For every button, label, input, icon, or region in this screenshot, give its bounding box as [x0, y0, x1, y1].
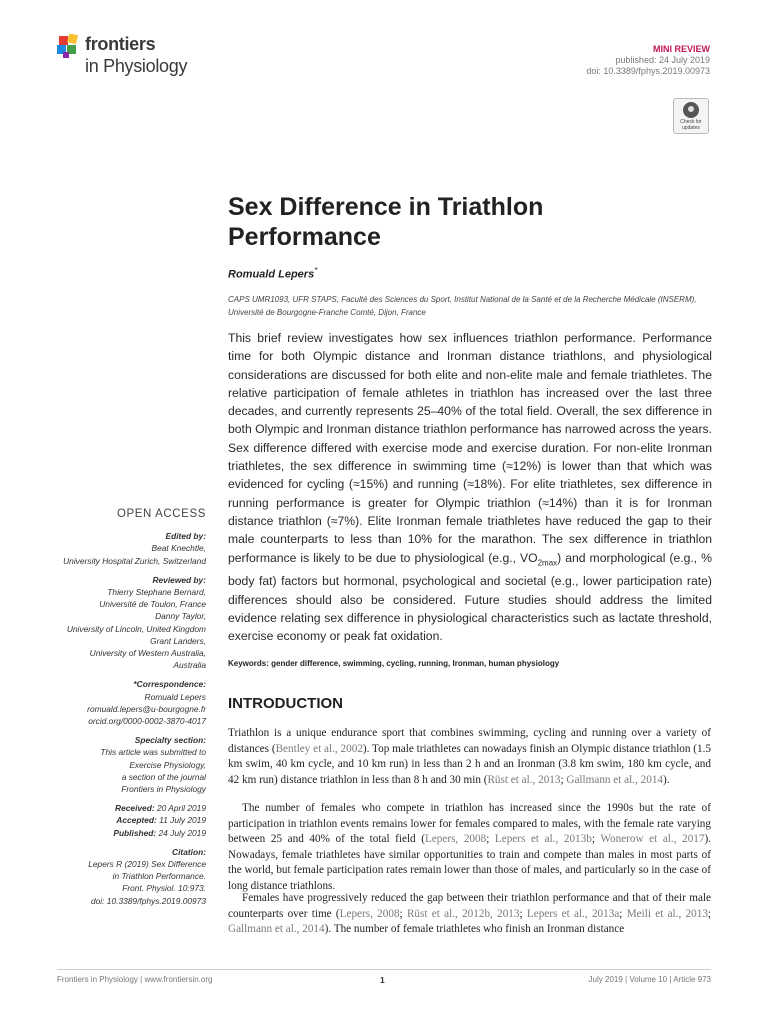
reviewer-line: Université de Toulon, France: [99, 599, 206, 610]
paragraph-3: [228, 891, 711, 938]
body-text-run: ;: [619, 907, 627, 920]
body-text-run: ;: [519, 907, 527, 920]
specialty-line: Frontiers in Physiology: [121, 784, 206, 795]
keywords: Keywords: gender difference, swimming, cycling, running, Ironman, human physiology: [228, 659, 560, 668]
body-text-run: ).: [663, 773, 670, 786]
affiliation: CAPS UMR1093, UFR STAPS, Faculté des Sciences du Sport, Institut National de la Santé et de la Recherche Médicale (INSERM), Université de Bourgogne-Franche Comté, Dijon, France: [228, 295, 697, 317]
body-text-run: Females have progressively reduced the gap between their triathlon performance and that of their male counterparts over time (: [228, 892, 711, 920]
reviewer-line: Thierry Stephane Bernard,: [107, 587, 206, 598]
citation-line: doi: 10.3389/fphys.2019.00973: [90, 895, 206, 906]
open-access-label: OPEN ACCESS: [116, 508, 206, 520]
body-text-run: ;: [399, 907, 407, 920]
citation-link[interactable]: Lepers, 2008: [339, 907, 400, 920]
correspondence-name: Romuald Lepers: [144, 691, 206, 702]
reviewer-line: University of Lincoln, United Kingdom: [66, 623, 206, 634]
reviewer-line: Australia: [173, 660, 206, 671]
article-sidebar: [6, 508, 206, 907]
footer-issue-info: July 2019 | Volume 10 | Article 973: [588, 975, 711, 984]
accepted-label: Accepted:: [116, 815, 157, 826]
paragraph-1: [228, 726, 711, 788]
article-type: MINI REVIEW: [652, 44, 710, 54]
body-text-run: ;: [486, 833, 495, 845]
body-text-run: The number of females who compete in triathlon has increased since the 1990s but the rate of participation in triathlon events remains lower for females compared to males, with the female rate varying between 25 and 40% of the total field (: [228, 802, 711, 845]
reviewed-label: Reviewed by:: [152, 574, 206, 585]
body-text-run: Triathlon is a unique endurance sport that combines swimming, cycling and running over a variety of distances (: [228, 727, 711, 755]
check-updates-label: Check for updates: [680, 119, 702, 131]
footer-journal-link[interactable]: Frontiers in Physiology | www.frontiersin.org: [57, 975, 213, 984]
article-title: Sex Difference in Triathlon Performance: [228, 193, 544, 251]
editor-line: Beat Knechtle,: [151, 543, 206, 554]
citation-link[interactable]: Wonerow et al., 2017: [600, 833, 705, 845]
correspondence-email[interactable]: romuald.lepers@u-bourgogne.fr: [87, 703, 206, 714]
journal-name-line1: frontiers: [85, 34, 156, 54]
citation-label: Citation:: [172, 846, 206, 857]
journal-name-line2: in Physiology: [85, 56, 188, 76]
specialty-line: This article was submitted to: [100, 747, 206, 758]
body-text-run: ). The number of female triathletes who finish an Ironman distance: [324, 923, 625, 935]
specialty-line: Exercise Physiology,: [129, 759, 206, 770]
frontiers-logo-icon: [57, 34, 83, 60]
abstract-text-1: This brief review investigates how sex influences triathlon performance. Performance time for both Olympic distance and Ironman distance triathlons, and physiological considerations are discussed for both elite and non-elite male and female triathletes. The relative participation of female athletes in triathlon has increased over the last three decades, and currently represents 25–40% of the total field. Overall, the sex difference in both Olympic and Ironman distance triathlon performance has narrowed across the years. Sex difference differed with exercise mode and exercise duration. For non-elite Ironman triathletes, the sex difference in swimming time (≈12%) is lower than that which was evidenced for cycling (≈15%) and running (≈18%). For elite triathletes, sex difference in running performance is greater for Olympic triathlon (≈14%) than it is for Ironman distance triathlon (≈7%). Elite Ironman female triathletes have reduced the gap to their male counterparts to less than 10% for the marathon. The sex difference in triathlon performance is likely to be due to physiological (e.g., VO: [228, 331, 712, 565]
citation-link[interactable]: Gallmann et al., 2014: [566, 773, 664, 786]
published-label: Published:: [113, 827, 157, 838]
citation-link[interactable]: Lepers, 2008: [424, 833, 487, 845]
specialty-line: a section of the journal: [121, 771, 206, 782]
journal-logo[interactable]: [57, 32, 197, 82]
citation-link[interactable]: Bentley et al., 2002: [275, 742, 363, 755]
accepted-line: [6, 814, 206, 826]
body-text-run: ). Top male triathletes can nowadays finish an Olympic distance triathlon (1.5 km swim, 40 km cycle, and 10 km run) in less than 2 h and an Ironman (3.8 km swim, 180 km cycle, and 42 km run) distance triathlon in less than 8 h and 30 min (: [228, 742, 712, 786]
citation-link[interactable]: Rüst et al., 2013: [487, 773, 561, 786]
vo2-subscript: 2max: [537, 558, 558, 567]
received-date: 20 April 2019: [156, 803, 206, 814]
published-line: [6, 827, 206, 839]
author-mark: *: [314, 266, 318, 275]
citation-link[interactable]: Meili et al., 2013: [626, 907, 708, 920]
body-text-run: ;: [707, 907, 712, 920]
citation-link[interactable]: Lepers et al., 2013a: [526, 907, 620, 920]
citation-link[interactable]: Lepers et al., 2013b: [494, 833, 592, 845]
editor-line: University Hospital Zurich, Switzerland: [63, 555, 206, 566]
body-text-run: ). Nowadays, female triathletes have similar opportunities to train and compete than males in most parts of the world, but female participation rates remain lower than those of males, and particularly so in the case of long distance triathlons.: [228, 833, 712, 892]
author-line: [228, 266, 317, 281]
citation-line: Lepers R (2019) Sex Difference: [88, 859, 206, 870]
paragraph-2: [228, 801, 711, 894]
citation-link[interactable]: Gallmann et al., 2014: [228, 923, 325, 935]
correspondence-orcid[interactable]: orcid.org/0000-0002-3870-4017: [88, 716, 206, 727]
section-heading-introduction: INTRODUCTION: [228, 695, 343, 712]
check-for-updates-button[interactable]: [673, 98, 709, 134]
article-header-info: [586, 44, 710, 77]
reviewer-line: University of Western Australia,: [89, 648, 206, 659]
body-text-run: ;: [591, 833, 601, 845]
citation-line: Front. Physiol. 10:973.: [122, 883, 206, 894]
citation-line: in Triathlon Performance.: [112, 871, 206, 882]
reviewer-line: Danny Taylor,: [155, 611, 206, 622]
published-date: published: 24 July 2019: [615, 55, 710, 65]
correspondence-label: *Correspondence:: [133, 679, 206, 690]
citation-link[interactable]: Rüst et al., 2012b, 2013: [406, 907, 520, 920]
article-doi[interactable]: doi: 10.3389/fphys.2019.00973: [586, 66, 710, 76]
abstract: [228, 329, 712, 645]
check-updates-icon: [683, 102, 699, 118]
specialty-label: Specialty section:: [134, 735, 206, 746]
accepted-date: 11 July 2019: [159, 815, 206, 826]
abstract-text-2: ) and morphological (e.g., % body fat) factors but hormonal, psychological and societal (e.g., lower participation rate) differences should also be considered. Future studies should address the limited evidence relating sex difference in physiological characteristics such as lactate threshold, exercise economy or peak fat oxidation.: [228, 550, 713, 644]
received-label: Received:: [115, 803, 155, 814]
published-date-side: 24 July 2019: [158, 827, 206, 838]
edited-label: Edited by:: [165, 531, 206, 542]
footer-divider: [57, 969, 711, 970]
received-line: [6, 802, 206, 814]
page-number: 1: [380, 975, 385, 985]
author-name[interactable]: Romuald Lepers: [228, 268, 315, 281]
body-text-run: ;: [560, 773, 567, 786]
reviewer-line: Grant Landers,: [150, 635, 206, 646]
